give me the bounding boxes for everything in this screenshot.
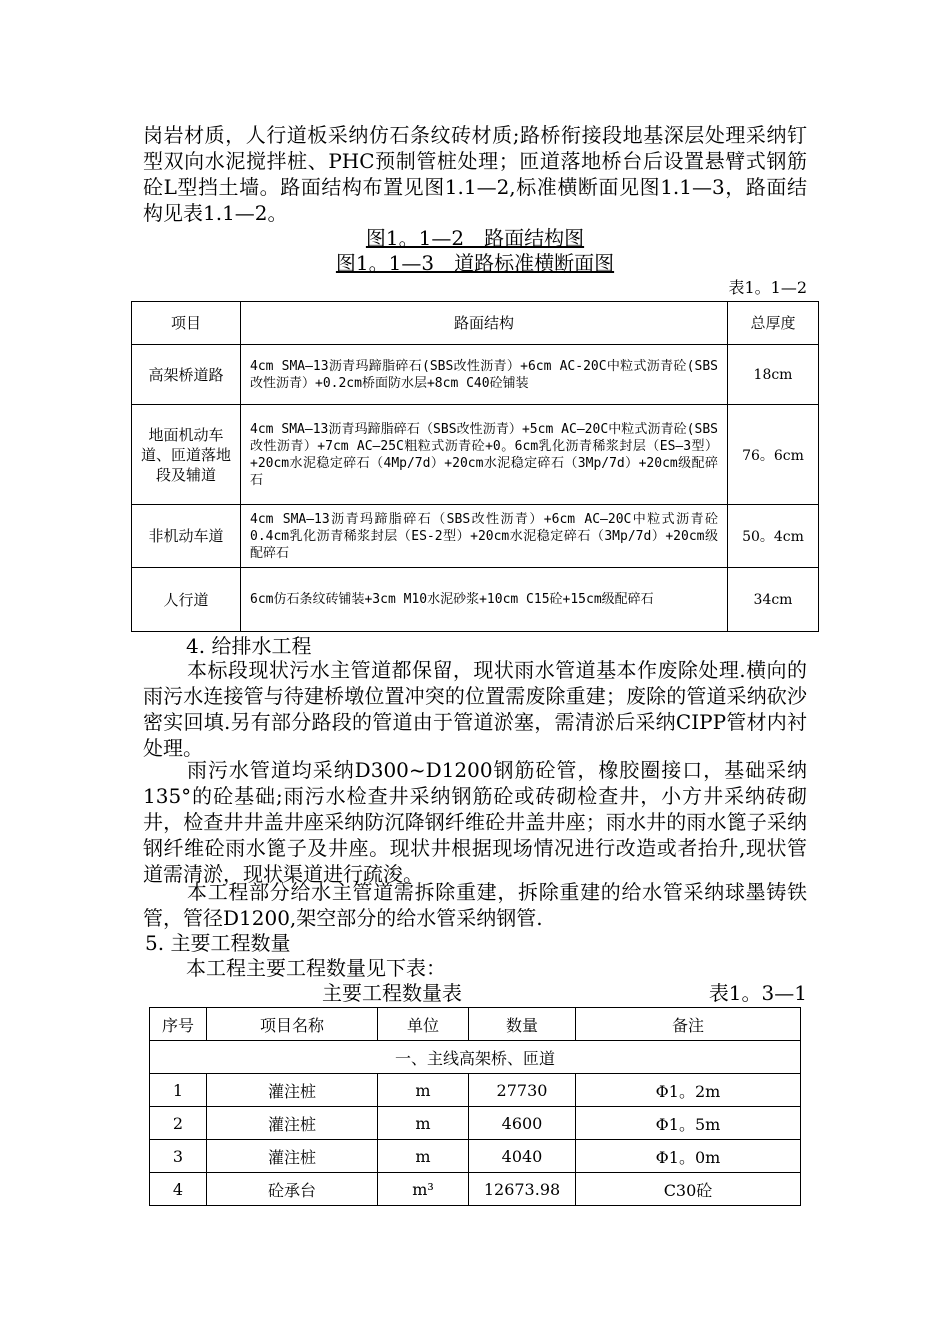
row-structure: 6cm仿石条纹砖铺装+3cm M10水泥砂浆+10cm C15砼+15cm级配碎石	[241, 568, 728, 632]
section5-intro: 本工程主要工程数量见下表：	[186, 956, 446, 980]
row-name: 灌注桩	[207, 1140, 378, 1173]
header-item: 项目	[132, 302, 241, 345]
table-row	[132, 568, 819, 632]
row-no: 3	[150, 1140, 207, 1173]
table2-title: 主要工程数量表	[322, 981, 462, 1005]
figure-caption-2: 图1。1—3 道路标准横断面图	[335, 251, 615, 275]
table-row	[132, 505, 819, 568]
header-qty: 数量	[469, 1008, 576, 1041]
row-thickness: 50。4cm	[728, 505, 819, 568]
row-name: 灌注桩	[207, 1074, 378, 1107]
row-structure: 4cm SMA—13沥青玛蹄脂碎石（SBS改性沥青）+6cm AC—20C中粒式沥青砼0.4cm乳化沥青稀浆封层（ES-2型）+20cm水泥稳定碎石（3Mp/7d）+20cm级配碎石	[241, 505, 728, 568]
row-structure: 4cm SMA—13沥青玛蹄脂碎石（SBS改性沥青）+5cm AC—20C中粒式沥青砼(SBS改性沥青）+7cm AC—25C粗粒式沥青砼+0。6cm乳化沥青稀浆封层（ES—3型）+20cm水泥稳定碎石（4Mp/7d）+20cm水泥稳定碎石（3Mp/7d）+20cm级配碎石	[241, 405, 728, 505]
header-no: 序号	[150, 1008, 207, 1041]
row-note: C30砼	[576, 1173, 801, 1206]
table1-label: 表1。1—2	[728, 278, 807, 297]
row-thickness: 34cm	[728, 568, 819, 632]
section4-heading: 4. 给排水工程	[186, 634, 312, 658]
row-note: Φ1。0m	[576, 1140, 801, 1173]
header-unit: 单位	[378, 1008, 469, 1041]
row-thickness: 18cm	[728, 345, 819, 405]
row-item: 非机动车道	[132, 505, 241, 568]
row-structure: 4cm SMA—13沥青玛蹄脂碎石(SBS改性沥青）+6cm AC-20C中粒式沥青砼(SBS改性沥青）+0.2cm桥面防水层+8cm C40砼铺装	[241, 345, 728, 405]
header-note: 备注	[576, 1008, 801, 1041]
row-unit: m	[378, 1107, 469, 1140]
row-qty: 27730	[469, 1074, 576, 1107]
row-item: 地面机动车道、匝道落地段及辅道	[132, 405, 241, 505]
table-row	[132, 405, 819, 505]
table-header-row	[150, 1008, 801, 1041]
row-name: 灌注桩	[207, 1107, 378, 1140]
row-qty: 4600	[469, 1107, 576, 1140]
row-unit: m	[378, 1140, 469, 1173]
table-row	[150, 1140, 801, 1173]
section5-heading: 5. 主要工程数量	[145, 931, 291, 955]
section4-paragraph-2: 雨污水管道均采纳D300~D1200钢筋砼管，橡胶圈接口，基础采纳135°的砼基础;雨污水检查井采纳钢筋砼或砖砌检查井，小方井采纳砖砌井，检查井井盖井座采纳防沉降钢纤维砼井盖井座；雨水井的雨水篦子采纳钢纤维砼雨水篦子及井座。现状井根据现场情况进行改造或者抬升,现状管道需清淤，现状渠道进行疏浚。	[143, 758, 807, 886]
section4-paragraph-1: 本标段现状污水主管道都保留，现状雨水管道基本作废除处理.横向的雨污水连接管与待建桥墩位置冲突的位置需废除重建；废除的管道采纳砍沙密实回填.另有部分路段的管道由于管道淤塞，需清淤后采纳CIPP管材内衬处理。	[143, 658, 807, 760]
table-group-row	[150, 1041, 801, 1074]
row-unit: m³	[378, 1173, 469, 1206]
section4-paragraph-3: 本工程部分给水主管道需拆除重建，拆除重建的给水管采纳球墨铸铁管，管径D1200,架空部分的给水管采纳钢管.	[143, 880, 807, 930]
row-qty: 12673.98	[469, 1173, 576, 1206]
row-item: 高架桥道路	[132, 345, 241, 405]
row-thickness: 76。6cm	[728, 405, 819, 505]
table-row	[150, 1173, 801, 1206]
row-no: 4	[150, 1173, 207, 1206]
header-thickness: 总厚度	[728, 302, 819, 345]
group-label: 一、主线高架桥、匝道	[150, 1041, 801, 1074]
figure-caption-1: 图1。1—2 路面结构图	[365, 226, 585, 250]
row-no: 1	[150, 1074, 207, 1107]
table-row	[150, 1107, 801, 1140]
engineering-quantity-table	[149, 1007, 801, 1206]
row-note: Φ1。2m	[576, 1074, 801, 1107]
table-row	[150, 1074, 801, 1107]
header-name: 项目名称	[207, 1008, 378, 1041]
row-no: 2	[150, 1107, 207, 1140]
table2-label: 表1。3—1	[708, 981, 807, 1005]
row-name: 砼承台	[207, 1173, 378, 1206]
pavement-structure-table	[131, 301, 819, 632]
table-row	[132, 345, 819, 405]
header-structure: 路面结构	[241, 302, 728, 345]
intro-paragraph: 岗岩材质，人行道板采纳仿石条纹砖材质;路桥衔接段地基深层处理采纳钉型双向水泥搅拌桩、PHC预制管桩处理；匝道落地桥台后设置悬臂式钢筋砼L型挡土墙。路面结构布置见图1.1—2,标准横断面见图1.1—3，路面结构见表1.1—2。	[143, 123, 807, 225]
row-item: 人行道	[132, 568, 241, 632]
table-header-row	[132, 302, 819, 345]
row-note: Φ1。5m	[576, 1107, 801, 1140]
row-unit: m	[378, 1074, 469, 1107]
row-qty: 4040	[469, 1140, 576, 1173]
